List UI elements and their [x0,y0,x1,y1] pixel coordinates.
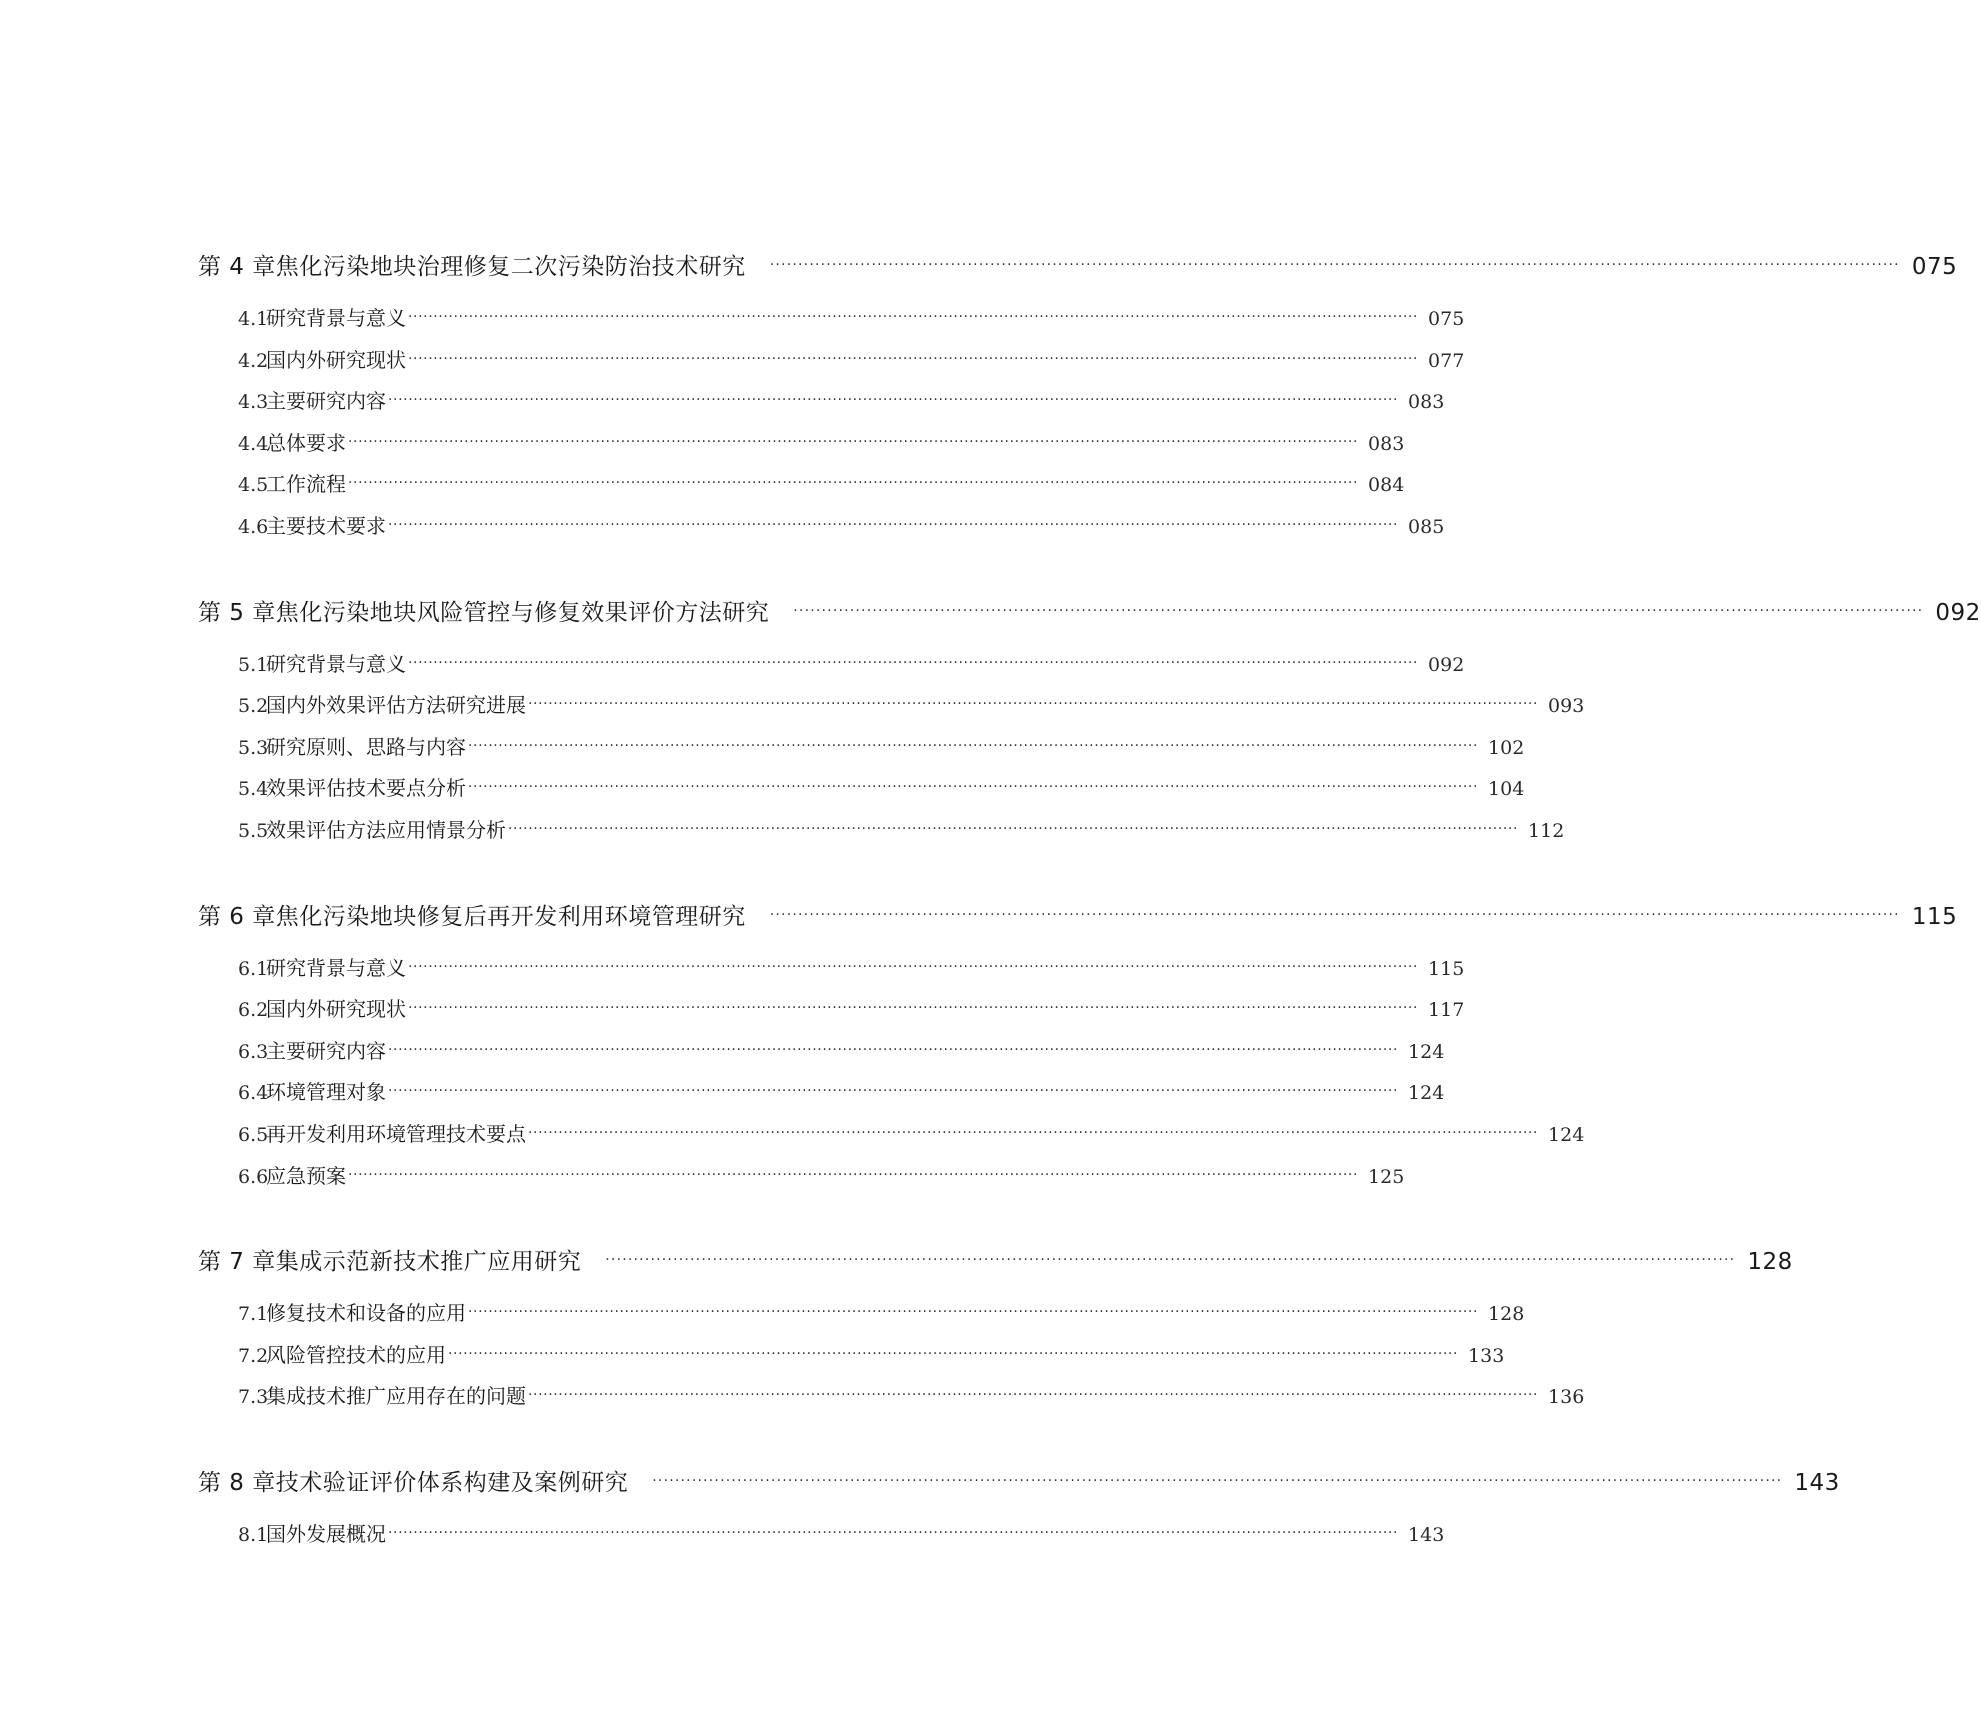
section-title: 主要研究内容 [266,389,386,414]
chapter-heading[interactable] [198,1243,1793,1283]
section-number: 4.2 [238,349,269,372]
toc-chapter [198,248,1958,594]
section-title: 国内外研究现状 [266,997,406,1022]
toc-section-entry[interactable] [198,385,1445,427]
toc-section-entry[interactable] [198,993,1465,1035]
chapter-title: 技术验证评价体系构建及案例研究 [275,1469,629,1496]
toc-section-entry[interactable] [198,731,1525,773]
section-title: 研究背景与意义 [266,306,406,330]
dot-leader: ········································································································································································································ [388,392,1399,409]
toc-section-entry[interactable] [198,1297,1525,1339]
section-title: 集成技术推广应用存在的问题 [266,1384,526,1409]
section-list [198,1297,1585,1422]
dot-leader: ········································································································································································································ [528,1124,1539,1141]
dot-leader: ········································································································································································································ [408,350,1419,367]
section-title: 应急预案 [266,1163,346,1188]
section-number: 6.3 [238,1040,269,1063]
dot-leader: ········································································································································································································ [528,696,1539,713]
chapter-title: 焦化污染地块修复后再开发利用环境管理研究 [275,903,746,930]
section-page-number: 102 [1488,736,1525,759]
section-page-number: 117 [1428,999,1465,1022]
section-title: 主要技术要求 [266,513,386,538]
chapter-title: 集成示范新技术推广应用研究 [275,1249,582,1276]
chapter-number: 第 7 章 [198,1249,276,1276]
dot-leader: ········································································································································································································ [388,1041,1399,1058]
section-number: 6.5 [238,1123,269,1146]
chapter-heading[interactable] [198,248,1958,288]
section-title: 效果评估方法应用情景分析 [266,817,506,842]
toc-section-entry[interactable] [198,648,1465,690]
dot-leader: ········································································································································································································ [388,516,1399,533]
dot-leader: ········································································································································································································ [468,779,1479,796]
dot-leader: ········································································································································································································ [348,1166,1359,1183]
toc-chapter [198,594,1981,898]
toc-chapter [198,1243,1793,1464]
section-number: 4.6 [238,515,269,538]
section-page-number: 075 [1428,308,1465,330]
dot-leader: ········································································································································································································ [508,820,1519,837]
dot-leader: ········································································································································································································ [528,1387,1539,1404]
toc-chapter [198,1464,1840,1560]
section-title: 环境管理对象 [266,1080,386,1105]
toc-chapter [198,898,1958,1244]
section-page-number: 104 [1488,778,1525,801]
section-number: 5.1 [238,653,269,676]
toc-section-entry[interactable] [198,1160,1405,1202]
section-page-number: 115 [1428,957,1465,980]
chapter-heading[interactable] [198,898,1958,938]
section-page-number: 124 [1408,1082,1445,1105]
section-title: 总体要求 [266,430,346,455]
chapter-page-number: 128 [1747,1249,1793,1276]
section-list [198,648,1585,856]
section-title: 主要研究内容 [266,1038,386,1063]
section-page-number: 125 [1368,1165,1405,1188]
section-number: 6.1 [238,957,269,980]
section-title: 国内外效果评估方法研究进展 [266,693,526,718]
section-number: 6.6 [238,1165,269,1188]
section-title: 修复技术和设备的应用 [266,1301,466,1326]
toc-section-entry[interactable] [198,1380,1585,1422]
toc-section-entry[interactable] [198,814,1565,856]
chapter-page-number: 092 [1935,599,1981,626]
section-number: 5.5 [238,819,269,842]
section-page-number: 128 [1488,1303,1525,1326]
chapter-heading[interactable] [198,1464,1840,1504]
section-number: 6.4 [238,1082,269,1105]
chapter-number: 第 6 章 [198,903,276,930]
section-title: 风险管控技术的应用 [266,1342,446,1367]
dot-leader: ········································································································································································································ [388,1524,1399,1541]
toc-section-entry[interactable] [198,344,1465,386]
dot-leader: ········································································································································································································ [769,906,1900,923]
dot-leader: ········································································································································································································ [408,958,1419,975]
toc-section-entry[interactable] [198,1035,1445,1077]
dot-leader: ········································································································································································································ [348,475,1359,492]
chapter-heading[interactable] [198,594,1981,634]
section-title: 效果评估技术要点分析 [266,776,466,801]
section-page-number: 083 [1408,391,1445,414]
toc-section-entry[interactable] [198,510,1445,552]
section-list [198,952,1585,1202]
dot-leader: ········································································································································································································ [388,1083,1399,1100]
section-page-number: 133 [1468,1344,1505,1367]
dot-leader: ········································································································································································································ [408,309,1419,325]
section-number: 5.4 [238,778,269,801]
section-page-number: 124 [1548,1123,1585,1146]
chapter-number: 第 8 章 [198,1469,276,1496]
section-page-number: 085 [1408,515,1445,538]
section-number: 4.1 [238,308,269,330]
chapter-page-number: 075 [1911,254,1958,280]
section-list [198,1518,1445,1560]
section-page-number: 083 [1368,432,1405,455]
toc-section-entry[interactable] [198,952,1465,994]
section-number: 4.5 [238,474,269,497]
section-number: 6.2 [238,999,269,1022]
section-number: 4.3 [238,391,269,414]
dot-leader: ········································································································································································································ [468,1304,1479,1321]
section-page-number: 136 [1548,1386,1585,1409]
toc-section-entry[interactable] [198,1518,1445,1560]
dot-leader: ········································································································································································································ [793,602,1924,619]
section-title: 研究背景与意义 [266,955,406,980]
dot-leader: ········································································································································································································ [408,654,1419,671]
toc-section-entry[interactable] [198,1339,1505,1381]
section-number: 5.2 [238,695,269,718]
section-number: 4.4 [238,432,269,455]
section-number: 7.3 [238,1386,269,1409]
toc-section-entry[interactable] [198,689,1585,731]
section-page-number: 112 [1528,819,1565,842]
section-page-number: 077 [1428,349,1465,372]
chapter-page-number: 115 [1911,903,1958,930]
toc-section-entry[interactable] [198,1076,1445,1118]
toc-section-entry[interactable] [198,468,1405,510]
section-number: 7.2 [238,1344,269,1367]
toc-section-entry[interactable] [198,427,1405,469]
section-page-number: 092 [1428,653,1465,676]
dot-leader: ········································································································································································································ [769,257,1900,273]
section-number: 5.3 [238,736,269,759]
section-page-number: 124 [1408,1040,1445,1063]
section-page-number: 093 [1548,695,1585,718]
section-title: 再开发利用环境管理技术要点 [266,1121,526,1146]
chapter-number: 第 4 章 [198,254,276,280]
dot-leader: ········································································································································································································ [468,737,1479,754]
dot-leader: ········································································································································································································ [605,1252,1736,1269]
section-title: 国外发展概况 [266,1521,386,1546]
chapter-number: 第 5 章 [198,599,276,626]
section-page-number: 084 [1368,474,1405,497]
toc-section-entry[interactable] [198,772,1525,814]
section-title: 工作流程 [266,472,346,497]
section-number: 7.1 [238,1303,269,1326]
section-list [198,302,1465,552]
chapter-title: 焦化污染地块风险管控与修复效果评价方法研究 [275,599,770,626]
table-of-contents [0,248,1981,1559]
chapter-page-number: 143 [1794,1469,1840,1496]
dot-leader: ········································································································································································································ [348,433,1359,450]
dot-leader: ········································································································································································································ [448,1345,1459,1362]
section-title: 国内外研究现状 [266,347,406,372]
dot-leader: ········································································································································································································ [408,1000,1419,1017]
section-page-number: 143 [1408,1523,1445,1546]
chapter-title: 焦化污染地块治理修复二次污染防治技术研究 [275,254,746,280]
toc-section-entry[interactable] [198,1118,1585,1160]
dot-leader: ········································································································································································································ [652,1472,1783,1489]
section-number: 8.1 [238,1523,269,1546]
section-title: 研究原则、思路与内容 [266,734,466,759]
section-title: 研究背景与意义 [266,651,406,676]
toc-section-entry[interactable] [198,302,1465,344]
